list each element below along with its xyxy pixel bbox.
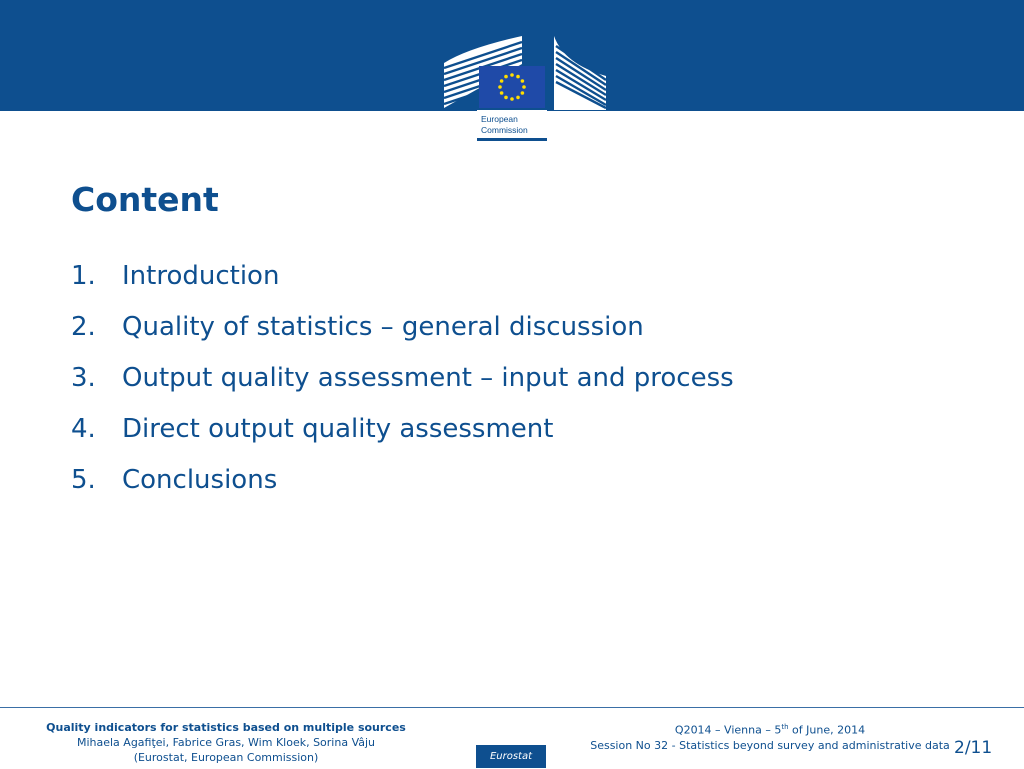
page-number: 2/11 — [954, 738, 993, 758]
logo-text-line1: European — [481, 114, 518, 124]
agenda-list — [71, 254, 734, 509]
event-line — [560, 720, 980, 738]
agenda-item-number: 1. — [71, 261, 96, 291]
affiliation: (Eurostat, European Commission) — [133, 751, 319, 764]
agenda-item — [71, 356, 734, 407]
authors: Mihaela Agafiţei, Fabrice Gras, Wim Kloek, Sorina Vâju — [76, 736, 376, 749]
commission-building-icon — [444, 34, 606, 144]
footer-left — [0, 720, 452, 765]
agenda-item-number: 4. — [71, 414, 96, 444]
agenda-item — [71, 254, 734, 305]
agenda-item-number: 2. — [71, 312, 96, 342]
event-date-suffix: th — [781, 723, 789, 731]
event-date-prefix: Q2014 – Vienna – 5 — [674, 723, 782, 737]
agenda-item-text: Introduction — [122, 261, 280, 291]
agenda-item — [71, 305, 734, 356]
agenda-item-text: Direct output quality assessment — [122, 414, 554, 444]
agenda-item-text: Conclusions — [122, 465, 278, 495]
footer-divider — [0, 707, 1024, 708]
european-commission-logo — [444, 34, 606, 144]
agenda-item — [71, 407, 734, 458]
eurostat-tag: Eurostat — [476, 745, 546, 768]
agenda-item-number: 3. — [71, 363, 96, 393]
eu-flag-icon — [479, 66, 545, 108]
event-date-rest: of June, 2014 — [788, 723, 866, 737]
logo-text-line2: Commission — [481, 125, 528, 135]
agenda-item — [71, 458, 734, 509]
agenda-item-text: Output quality assessment – input and process — [122, 363, 734, 393]
agenda-item-text: Quality of statistics – general discussion — [122, 312, 644, 342]
footer-right — [560, 720, 980, 753]
presentation-title: Quality indicators for statistics based on multiple sources — [46, 721, 406, 734]
session-line: Session No 32 - Statistics beyond survey and administrative data — [590, 738, 950, 752]
agenda-item-number: 5. — [71, 465, 96, 495]
slide-title: Content — [71, 180, 219, 219]
